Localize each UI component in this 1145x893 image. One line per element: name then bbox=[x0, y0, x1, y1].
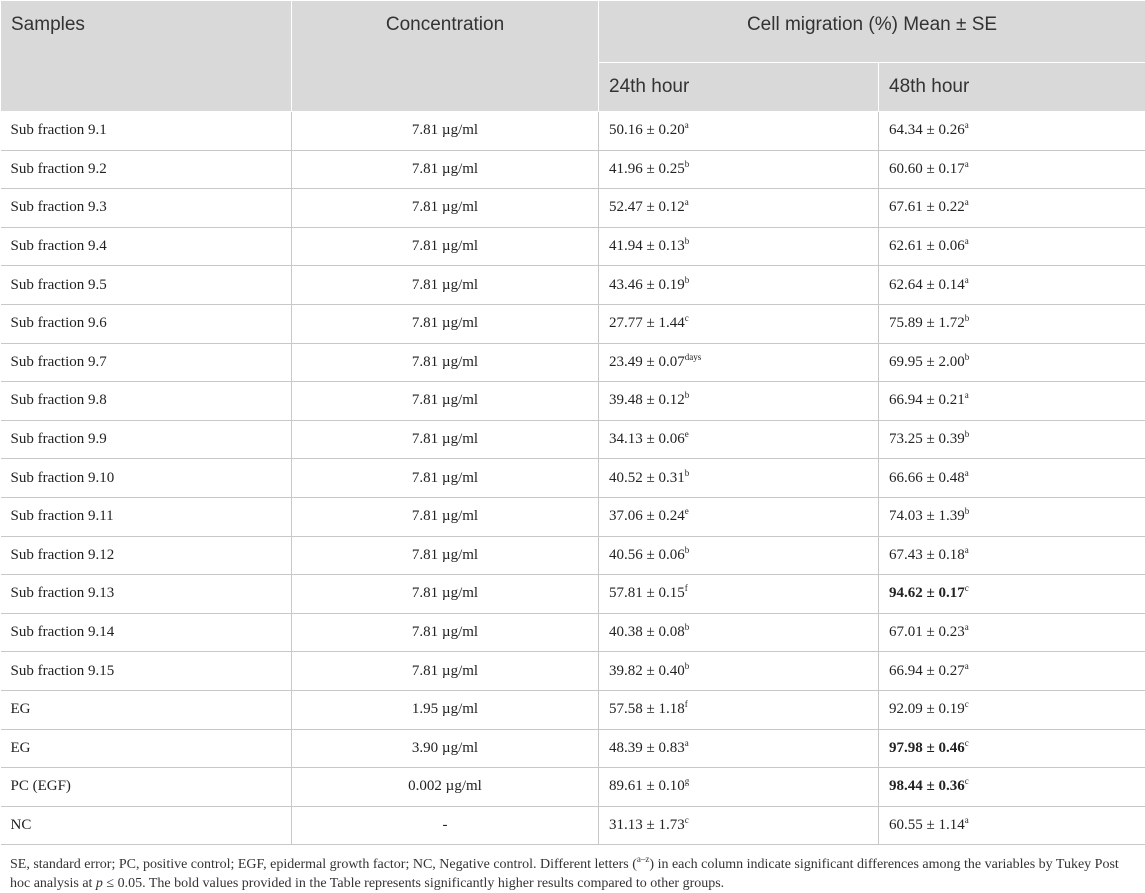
value-24h: 89.61 ± 0.10 bbox=[609, 778, 685, 794]
cell-concentration: 7.81 µg/ml bbox=[292, 575, 599, 614]
cell-concentration: 0.002 µg/ml bbox=[292, 768, 599, 807]
value-48h: 62.64 ± 0.14 bbox=[889, 277, 965, 293]
footnote-text-2: ) in each column indicate significant differences among the variables by Tukey Post hoc analysis at bbox=[10, 857, 1119, 891]
cell-concentration: 7.81 µg/ml bbox=[292, 459, 599, 498]
superscript-48h: c bbox=[965, 776, 969, 786]
value-24h: 40.52 ± 0.31 bbox=[609, 470, 685, 486]
superscript-24h: a bbox=[685, 120, 689, 130]
superscript-48h: b bbox=[965, 313, 970, 323]
value-48h: 69.95 ± 2.00 bbox=[889, 354, 965, 370]
cell-sample: Sub fraction 9.13 bbox=[1, 575, 292, 614]
table-row bbox=[1, 729, 1145, 768]
header-samples: Samples bbox=[1, 1, 292, 112]
superscript-24h: g bbox=[685, 776, 690, 786]
cell-48h bbox=[879, 343, 1145, 382]
superscript-48h: b bbox=[965, 429, 970, 439]
cell-24h bbox=[599, 575, 879, 614]
cell-48h bbox=[879, 729, 1145, 768]
cell-concentration: 7.81 µg/ml bbox=[292, 189, 599, 228]
superscript-24h: b bbox=[685, 390, 690, 400]
header-24th-hour: 24th hour bbox=[599, 63, 879, 112]
value-24h: 31.13 ± 1.73 bbox=[609, 817, 685, 833]
cell-48h bbox=[879, 806, 1145, 845]
cell-48h bbox=[879, 304, 1145, 343]
value-48h: 92.09 ± 0.19 bbox=[889, 701, 965, 717]
value-24h: 34.13 ± 0.06 bbox=[609, 431, 685, 447]
cell-sample: Sub fraction 9.8 bbox=[1, 382, 292, 421]
superscript-24h: f bbox=[685, 699, 688, 709]
cell-sample: Sub fraction 9.10 bbox=[1, 459, 292, 498]
cell-concentration: 1.95 µg/ml bbox=[292, 690, 599, 729]
table-row bbox=[1, 382, 1145, 421]
value-48h: 60.55 ± 1.14 bbox=[889, 817, 965, 833]
superscript-24h: c bbox=[685, 313, 689, 323]
cell-sample: Sub fraction 9.9 bbox=[1, 420, 292, 459]
superscript-24h: f bbox=[685, 583, 688, 593]
cell-sample: EG bbox=[1, 729, 292, 768]
cell-24h bbox=[599, 459, 879, 498]
superscript-24h: a bbox=[685, 197, 689, 207]
superscript-24h: b bbox=[685, 545, 690, 555]
table-row bbox=[1, 613, 1145, 652]
superscript-48h: a bbox=[965, 815, 969, 825]
value-48h: 74.03 ± 1.39 bbox=[889, 508, 965, 524]
table-row bbox=[1, 459, 1145, 498]
cell-sample: EG bbox=[1, 690, 292, 729]
cell-sample: Sub fraction 9.15 bbox=[1, 652, 292, 691]
table-row bbox=[1, 575, 1145, 614]
value-48h: 62.61 ± 0.06 bbox=[889, 238, 965, 254]
table-row bbox=[1, 652, 1145, 691]
table-row bbox=[1, 497, 1145, 536]
value-48h: 97.98 ± 0.46 bbox=[889, 740, 965, 756]
cell-24h bbox=[599, 652, 879, 691]
cell-concentration: 7.81 µg/ml bbox=[292, 227, 599, 266]
superscript-24h: c bbox=[685, 815, 689, 825]
table-row bbox=[1, 690, 1145, 729]
cell-concentration: 7.81 µg/ml bbox=[292, 266, 599, 305]
value-24h: 27.77 ± 1.44 bbox=[609, 315, 685, 331]
value-48h: 67.61 ± 0.22 bbox=[889, 199, 965, 215]
table-row bbox=[1, 806, 1145, 845]
cell-48h bbox=[879, 382, 1145, 421]
cell-sample: Sub fraction 9.7 bbox=[1, 343, 292, 382]
superscript-48h: a bbox=[965, 159, 969, 169]
cell-48h bbox=[879, 768, 1145, 807]
footnote-p-symbol: p bbox=[96, 876, 103, 891]
table-row bbox=[1, 227, 1145, 266]
value-48h: 67.01 ± 0.23 bbox=[889, 624, 965, 640]
cell-sample: PC (EGF) bbox=[1, 768, 292, 807]
cell-sample: Sub fraction 9.12 bbox=[1, 536, 292, 575]
cell-48h bbox=[879, 497, 1145, 536]
cell-sample: Sub fraction 9.11 bbox=[1, 497, 292, 536]
cell-48h bbox=[879, 459, 1145, 498]
cell-sample: Sub fraction 9.6 bbox=[1, 304, 292, 343]
cell-concentration: 7.81 µg/ml bbox=[292, 112, 599, 151]
cell-24h bbox=[599, 227, 879, 266]
value-24h: 50.16 ± 0.20 bbox=[609, 122, 685, 138]
value-24h: 39.82 ± 0.40 bbox=[609, 663, 685, 679]
superscript-24h: b bbox=[685, 236, 690, 246]
cell-24h bbox=[599, 729, 879, 768]
cell-concentration: 7.81 µg/ml bbox=[292, 613, 599, 652]
table-row bbox=[1, 343, 1145, 382]
table-row bbox=[1, 150, 1145, 189]
superscript-48h: c bbox=[965, 583, 969, 593]
cell-sample: Sub fraction 9.3 bbox=[1, 189, 292, 228]
value-48h: 66.66 ± 0.48 bbox=[889, 470, 965, 486]
value-48h: 64.34 ± 0.26 bbox=[889, 122, 965, 138]
superscript-48h: a bbox=[965, 120, 969, 130]
superscript-24h: b bbox=[685, 275, 690, 285]
cell-24h bbox=[599, 189, 879, 228]
value-48h: 60.60 ± 0.17 bbox=[889, 161, 965, 177]
superscript-24h: b bbox=[685, 661, 690, 671]
value-24h: 40.56 ± 0.06 bbox=[609, 547, 685, 563]
value-24h: 43.46 ± 0.19 bbox=[609, 277, 685, 293]
superscript-48h: a bbox=[965, 197, 969, 207]
header-cell-migration: Cell migration (%) Mean ± SE bbox=[599, 1, 1145, 63]
value-48h: 67.43 ± 0.18 bbox=[889, 547, 965, 563]
cell-concentration: 7.81 µg/ml bbox=[292, 497, 599, 536]
header-concentration: Concentration bbox=[292, 1, 599, 112]
table-body bbox=[1, 112, 1145, 845]
cell-48h bbox=[879, 652, 1145, 691]
superscript-48h: a bbox=[965, 661, 969, 671]
superscript-24h: b bbox=[685, 622, 690, 632]
superscript-48h: c bbox=[965, 738, 969, 748]
table-row bbox=[1, 420, 1145, 459]
cell-24h bbox=[599, 497, 879, 536]
value-24h: 37.06 ± 0.24 bbox=[609, 508, 685, 524]
value-24h: 23.49 ± 0.07 bbox=[609, 354, 685, 370]
superscript-24h: b bbox=[685, 468, 690, 478]
cell-sample: Sub fraction 9.1 bbox=[1, 112, 292, 151]
table-footnote bbox=[0, 845, 1145, 893]
cell-48h bbox=[879, 150, 1145, 189]
cell-48h bbox=[879, 690, 1145, 729]
value-48h: 66.94 ± 0.21 bbox=[889, 392, 965, 408]
cell-24h bbox=[599, 266, 879, 305]
table-row bbox=[1, 112, 1145, 151]
superscript-48h: b bbox=[965, 352, 970, 362]
cell-48h bbox=[879, 575, 1145, 614]
value-24h: 52.47 ± 0.12 bbox=[609, 199, 685, 215]
cell-sample: Sub fraction 9.14 bbox=[1, 613, 292, 652]
superscript-48h: a bbox=[965, 545, 969, 555]
superscript-48h: a bbox=[965, 622, 969, 632]
table-header bbox=[1, 1, 1145, 112]
header-48th-hour: 48th hour bbox=[879, 63, 1145, 112]
value-48h: 66.94 ± 0.27 bbox=[889, 663, 965, 679]
superscript-48h: a bbox=[965, 390, 969, 400]
value-48h: 75.89 ± 1.72 bbox=[889, 315, 965, 331]
value-24h: 48.39 ± 0.83 bbox=[609, 740, 685, 756]
cell-24h bbox=[599, 150, 879, 189]
cell-sample: Sub fraction 9.5 bbox=[1, 266, 292, 305]
cell-concentration: 7.81 µg/ml bbox=[292, 652, 599, 691]
cell-48h bbox=[879, 266, 1145, 305]
cell-24h bbox=[599, 304, 879, 343]
cell-24h bbox=[599, 536, 879, 575]
value-24h: 39.48 ± 0.12 bbox=[609, 392, 685, 408]
cell-concentration: 7.81 µg/ml bbox=[292, 536, 599, 575]
value-48h: 98.44 ± 0.36 bbox=[889, 778, 965, 794]
cell-concentration: - bbox=[292, 806, 599, 845]
cell-concentration: 7.81 µg/ml bbox=[292, 420, 599, 459]
cell-48h bbox=[879, 189, 1145, 228]
superscript-48h: a bbox=[965, 468, 969, 478]
table-row bbox=[1, 189, 1145, 228]
cell-24h bbox=[599, 806, 879, 845]
footnote-text-1: SE, standard error; PC, positive control; EGF, epidermal growth factor; NC, Negative control. Different letters ( bbox=[10, 857, 637, 872]
value-24h: 41.94 ± 0.13 bbox=[609, 238, 685, 254]
cell-48h bbox=[879, 536, 1145, 575]
superscript-24h: days bbox=[685, 352, 702, 362]
cell-24h bbox=[599, 420, 879, 459]
cell-48h bbox=[879, 613, 1145, 652]
table-row bbox=[1, 266, 1145, 305]
superscript-24h: b bbox=[685, 159, 690, 169]
superscript-48h: a bbox=[965, 275, 969, 285]
value-24h: 41.96 ± 0.25 bbox=[609, 161, 685, 177]
cell-sample: Sub fraction 9.2 bbox=[1, 150, 292, 189]
table-row bbox=[1, 304, 1145, 343]
superscript-48h: a bbox=[965, 236, 969, 246]
value-24h: 57.81 ± 0.15 bbox=[609, 585, 685, 601]
cell-sample: Sub fraction 9.4 bbox=[1, 227, 292, 266]
cell-24h bbox=[599, 382, 879, 421]
value-48h: 94.62 ± 0.17 bbox=[889, 585, 965, 601]
footnote-letters: a–z bbox=[637, 854, 650, 864]
cell-24h bbox=[599, 690, 879, 729]
table-row bbox=[1, 536, 1145, 575]
cell-24h bbox=[599, 613, 879, 652]
footnote-text-3: ≤ 0.05. The bold values provided in the Table represents significantly higher results compared to other groups. bbox=[103, 876, 724, 891]
cell-24h bbox=[599, 112, 879, 151]
cell-concentration: 7.81 µg/ml bbox=[292, 343, 599, 382]
superscript-24h: e bbox=[685, 429, 689, 439]
cell-48h bbox=[879, 112, 1145, 151]
cell-24h bbox=[599, 768, 879, 807]
cell-concentration: 7.81 µg/ml bbox=[292, 304, 599, 343]
value-24h: 57.58 ± 1.18 bbox=[609, 701, 685, 717]
cell-concentration: 7.81 µg/ml bbox=[292, 150, 599, 189]
cell-concentration: 3.90 µg/ml bbox=[292, 729, 599, 768]
cell-sample: NC bbox=[1, 806, 292, 845]
superscript-24h: a bbox=[685, 738, 689, 748]
cell-concentration: 7.81 µg/ml bbox=[292, 382, 599, 421]
table-row bbox=[1, 768, 1145, 807]
cell-48h bbox=[879, 227, 1145, 266]
superscript-24h: e bbox=[685, 506, 689, 516]
superscript-48h: c bbox=[965, 699, 969, 709]
superscript-48h: b bbox=[965, 506, 970, 516]
cell-48h bbox=[879, 420, 1145, 459]
value-24h: 40.38 ± 0.08 bbox=[609, 624, 685, 640]
value-48h: 73.25 ± 0.39 bbox=[889, 431, 965, 447]
cell-24h bbox=[599, 343, 879, 382]
